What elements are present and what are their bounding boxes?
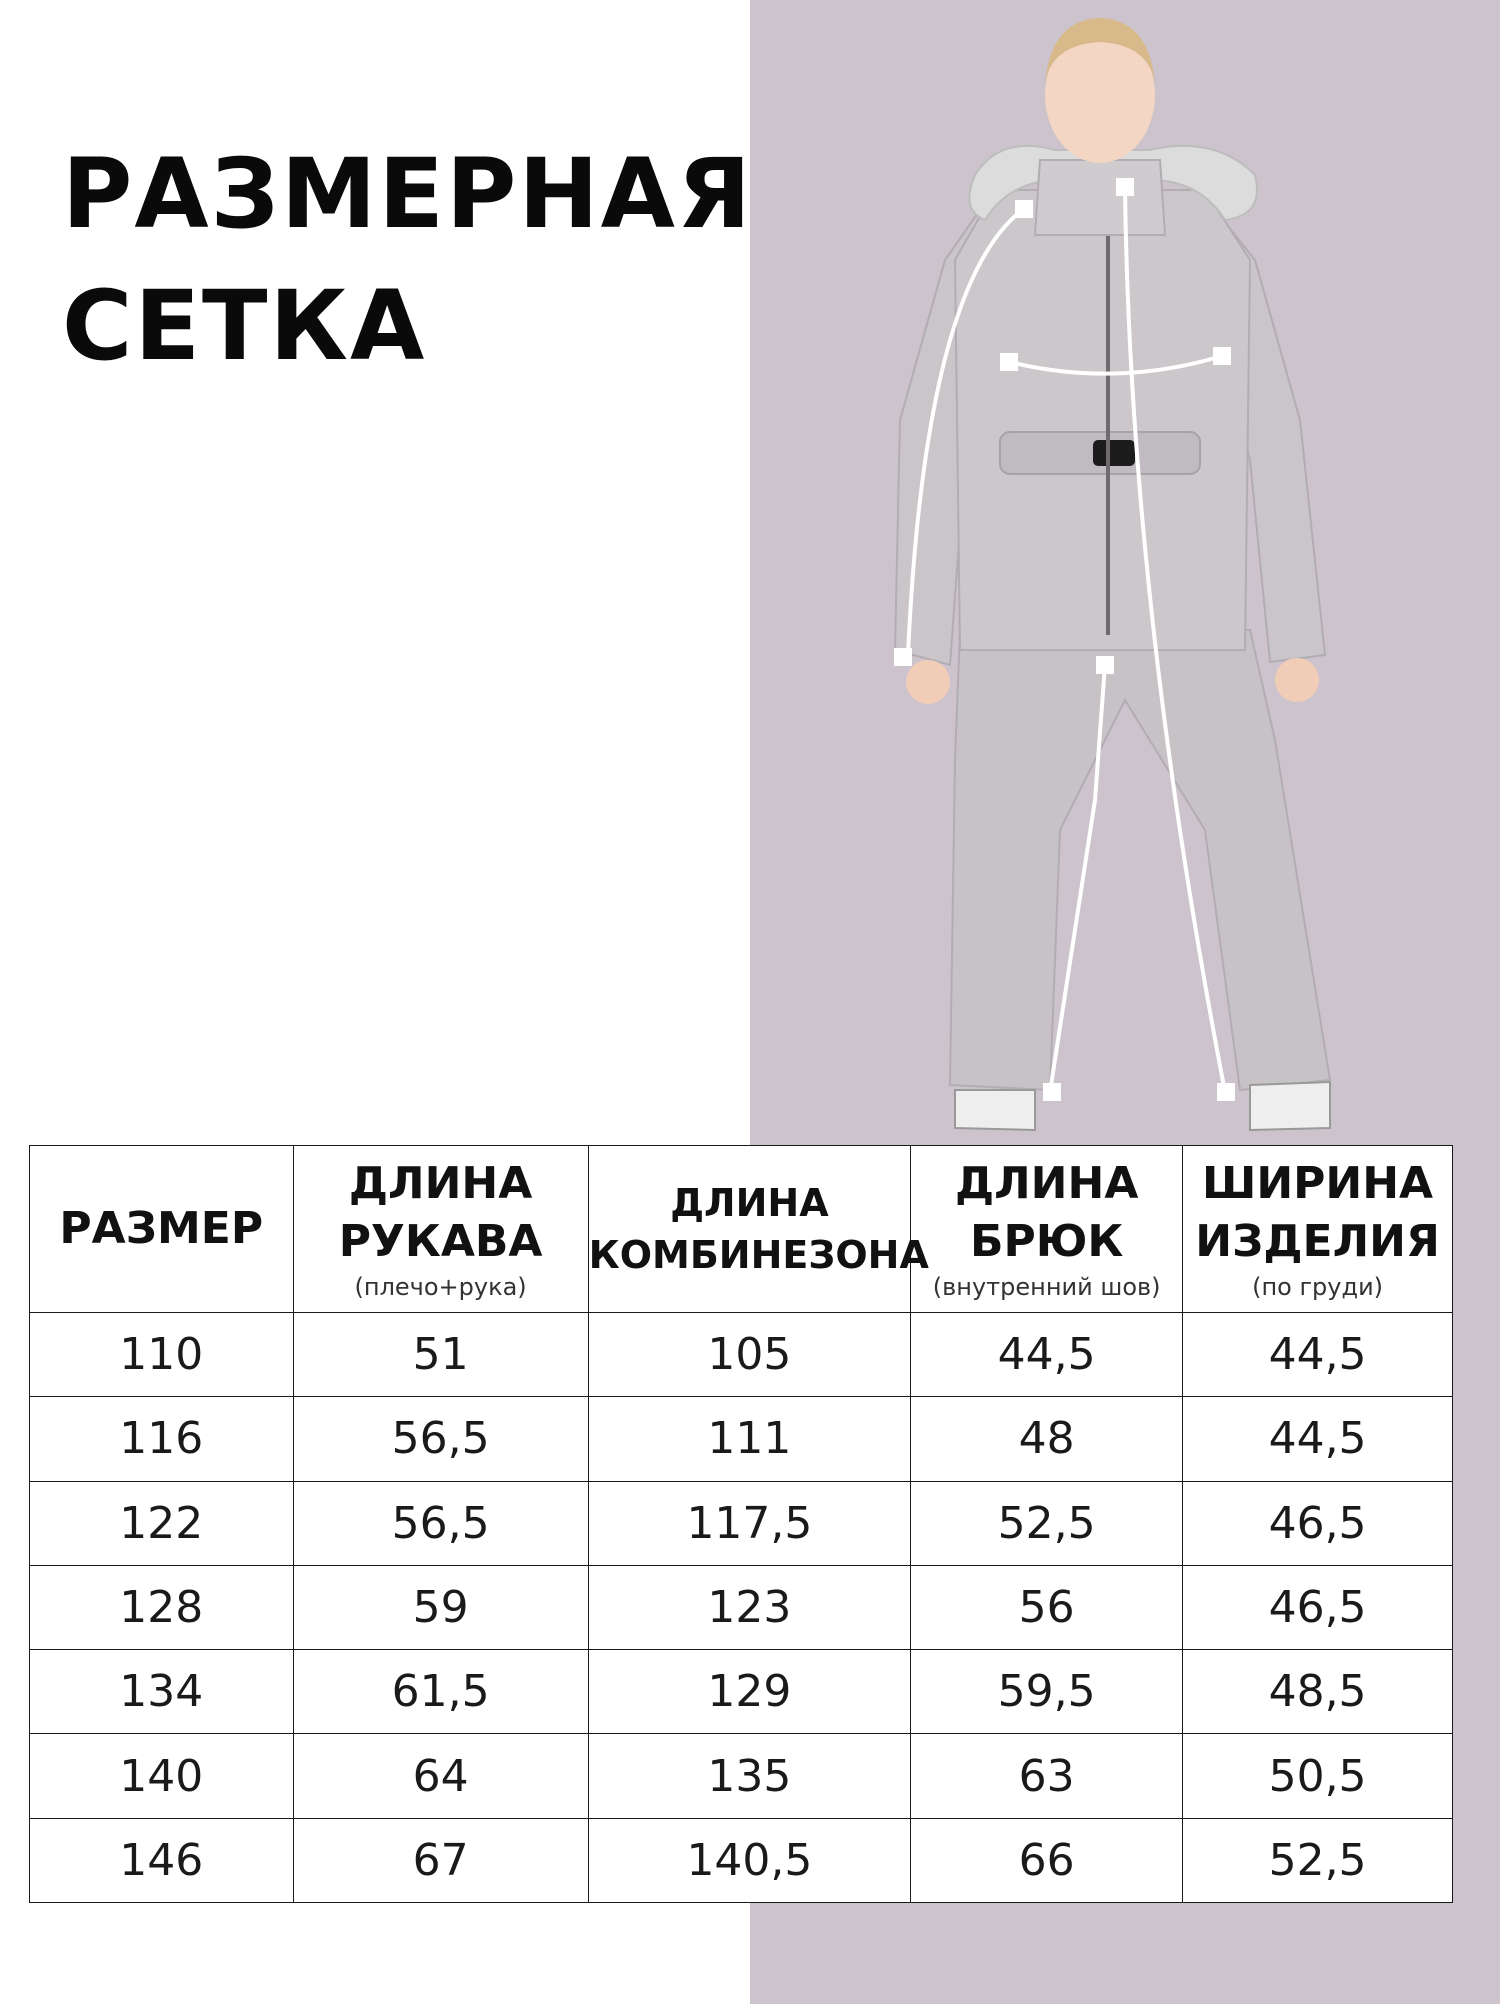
header-size: РАЗМЕР xyxy=(30,1146,294,1313)
belt-buckle xyxy=(1093,440,1135,466)
table-cell: 56,5 xyxy=(293,1397,588,1481)
table-cell: 44,5 xyxy=(911,1313,1183,1397)
table-cell: 50,5 xyxy=(1183,1734,1453,1818)
table-cell: 52,5 xyxy=(911,1481,1183,1565)
marker-wrist xyxy=(894,648,912,666)
marker-shoulder xyxy=(1015,200,1033,218)
page-title xyxy=(62,128,753,392)
table-cell: 46,5 xyxy=(1183,1565,1453,1649)
marker-chest-right xyxy=(1213,347,1231,365)
table-row xyxy=(30,1481,1453,1565)
table-cell: 117,5 xyxy=(588,1481,911,1565)
header-suit-length: ДЛИНА КОМБИНЕЗОНА xyxy=(588,1146,911,1313)
table-cell: 134 xyxy=(30,1650,294,1734)
table-row xyxy=(30,1313,1453,1397)
table-cell: 110 xyxy=(30,1313,294,1397)
table-cell: 56 xyxy=(911,1565,1183,1649)
table-cell: 140,5 xyxy=(588,1818,911,1902)
suit-legs xyxy=(950,630,1330,1090)
header-width: ШИРИНА ИЗДЕЛИЯ (по груди) xyxy=(1183,1146,1453,1313)
table-cell: 111 xyxy=(588,1397,911,1481)
table-row xyxy=(30,1650,1453,1734)
table-row xyxy=(30,1397,1453,1481)
marker-crotch xyxy=(1096,656,1114,674)
table-cell: 123 xyxy=(588,1565,911,1649)
table-cell: 61,5 xyxy=(293,1650,588,1734)
table-cell: 44,5 xyxy=(1183,1397,1453,1481)
hand-right xyxy=(1275,658,1319,702)
table-cell: 128 xyxy=(30,1565,294,1649)
header-pants-length: ДЛИНА БРЮК (внутренний шов) xyxy=(911,1146,1183,1313)
table-row xyxy=(30,1565,1453,1649)
table-cell: 64 xyxy=(293,1734,588,1818)
boot-left xyxy=(955,1090,1035,1130)
table-cell: 67 xyxy=(293,1818,588,1902)
boot-right xyxy=(1250,1082,1330,1130)
size-table xyxy=(29,1145,1453,1903)
table-cell: 135 xyxy=(588,1734,911,1818)
title-line-2: СЕТКА xyxy=(62,270,427,382)
table-cell: 63 xyxy=(911,1734,1183,1818)
hand-left xyxy=(906,660,950,704)
table-cell: 116 xyxy=(30,1397,294,1481)
table-cell: 66 xyxy=(911,1818,1183,1902)
table-cell: 48 xyxy=(911,1397,1183,1481)
table-cell: 59 xyxy=(293,1565,588,1649)
table-cell: 56,5 xyxy=(293,1481,588,1565)
header-sleeve-length: ДЛИНА РУКАВА (плечо+рука) xyxy=(293,1146,588,1313)
marker-hem-right xyxy=(1217,1083,1235,1101)
table-cell: 122 xyxy=(30,1481,294,1565)
model-figure xyxy=(850,0,1410,1140)
marker-hem-left xyxy=(1043,1083,1061,1101)
suit-torso xyxy=(955,190,1250,650)
table-cell: 140 xyxy=(30,1734,294,1818)
marker-chest-left xyxy=(1000,353,1018,371)
table-header-row xyxy=(30,1146,1453,1313)
table-row xyxy=(30,1818,1453,1902)
table-cell: 46,5 xyxy=(1183,1481,1453,1565)
table-cell: 44,5 xyxy=(1183,1313,1453,1397)
table-cell: 48,5 xyxy=(1183,1650,1453,1734)
table-cell: 52,5 xyxy=(1183,1818,1453,1902)
marker-neck xyxy=(1116,178,1134,196)
table-row xyxy=(30,1734,1453,1818)
collar xyxy=(1035,160,1165,235)
table-cell: 105 xyxy=(588,1313,911,1397)
table-cell: 51 xyxy=(293,1313,588,1397)
table-cell: 129 xyxy=(588,1650,911,1734)
table-cell: 59,5 xyxy=(911,1650,1183,1734)
table-cell: 146 xyxy=(30,1818,294,1902)
title-line-1: РАЗМЕРНАЯ xyxy=(62,138,753,250)
